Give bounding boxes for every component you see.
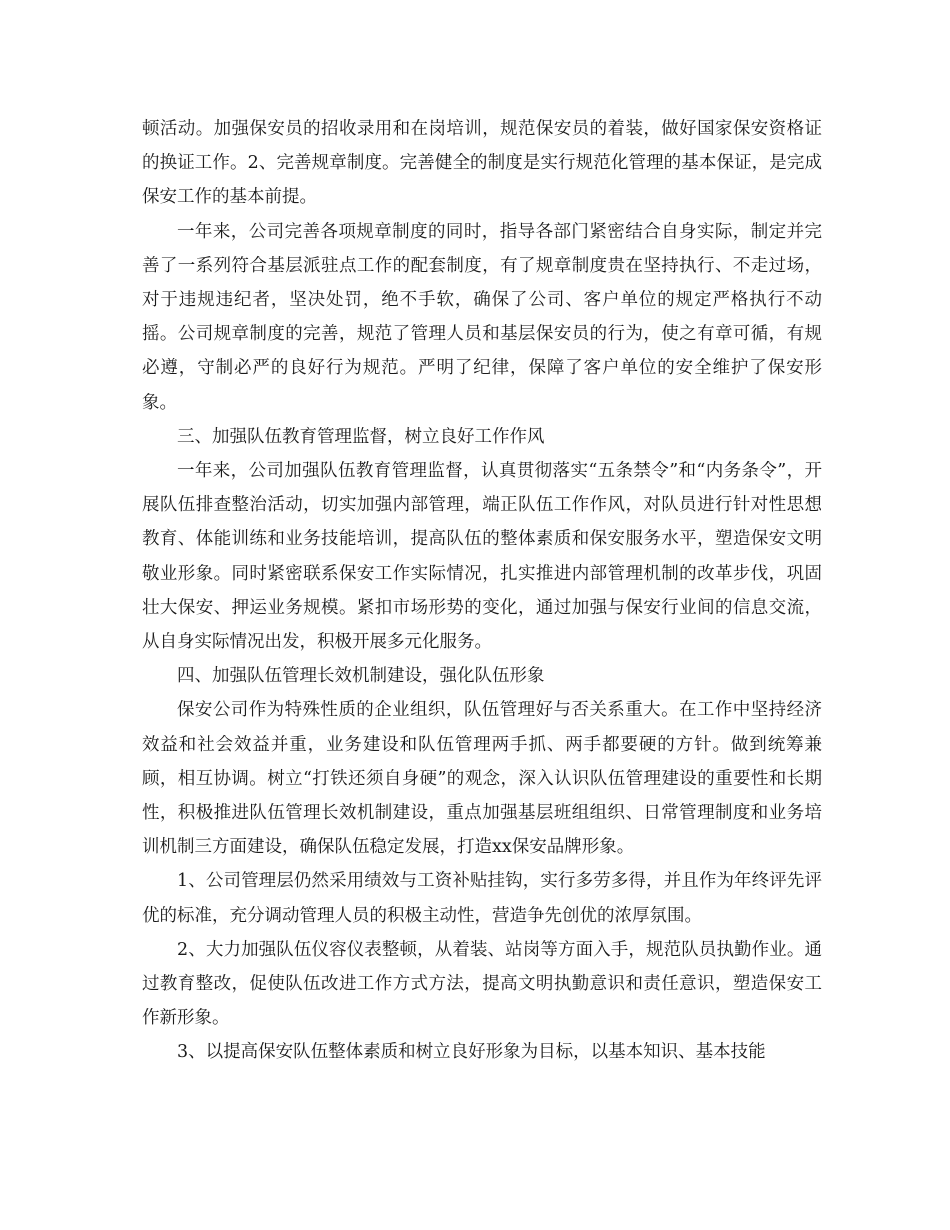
paragraph-rules-improvement: 一年来，公司完善各项规章制度的同时，指导各部门紧密结合自身实际，制定并完善了一系列符合基层派驻点工作的配套制度，有了规章制度贵在坚持执行、不走过场，对于违规违纪者，坚决处罚，绝不手软，确保了公司、客户单位的规定严格执行不动摇。公司规章制度的完善，规范了管理人员和基层保安员的行为，使之有章可循，有规必遵，守制必严的良好行为规范。严明了纪律，保障了客户单位的安全维护了保安形象。	[142, 221, 822, 413]
list-item-3: 3、以提高保安队伍整体素质和树立良好形象为目标，以基本知识、基本技能	[177, 1042, 766, 1063]
paragraph-long-term-mechanism: 保安公司作为特殊性质的企业组织，队伍管理好与否关系重大。在工作中坚持经济效益和社会效益并重，业务建设和队伍管理两手抓、两手都要硬的方针。做到统筹兼顾，相互协调。树立“打铁还须自身硬”的观念，深入认识队伍管理建设的重要性和长期性，积极推进队伍管理长效机制建设，重点加强基层班组组织、日常管理制度和业务培训机制三方面建设，确保队伍稳定发展，打造xx保安品牌形象。	[142, 700, 822, 858]
document-page	[142, 112, 822, 1070]
section-heading-four: 四、加强队伍管理长效机制建设，强化队伍形象	[177, 666, 545, 687]
paragraph-continuation: 顿活动。加强保安员的招收录用和在岗培训，规范保安员的着装，做好国家保安资格证的换证工作。2、完善规章制度。完善健全的制度是实行规范化管理的基本保证，是完成保安工作的基本前提。	[142, 119, 822, 208]
list-item-1: 1、公司管理层仍然采用绩效与工资补贴挂钩，实行多劳多得，并且作为年终评先评优的标准，充分调动管理人员的积极主动性，营造争先创优的浓厚氛围。	[142, 871, 822, 926]
paragraph-team-supervision: 一年来，公司加强队伍教育管理监督，认真贯彻落实“五条禁令”和“内务条令”，开展队伍排查整治活动，切实加强内部管理，端正队伍工作作风，对队员进行针对性思想教育、体能训练和业务技能培训，提高队伍的整体素质和保安服务水平，塑造保安文明敬业形象。同时紧密联系保安工作实际情况，扎实推进内部管理机制的改革步伐，巩固壮大保安、押运业务规模。紧扣市场形势的变化，通过加强与保安行业间的信息交流，从自身实际情况出发，积极开展多元化服务。	[142, 461, 822, 653]
list-item-2: 2、大力加强队伍仪容仪表整顿，从着装、站岗等方面入手，规范队员执勤作业。通过教育整改，促使队伍改进工作方式方法，提高文明执勤意识和责任意识，塑造保安工作新形象。	[142, 939, 822, 1029]
section-heading-three: 三、加强队伍教育管理监督，树立良好工作作风	[177, 426, 545, 447]
